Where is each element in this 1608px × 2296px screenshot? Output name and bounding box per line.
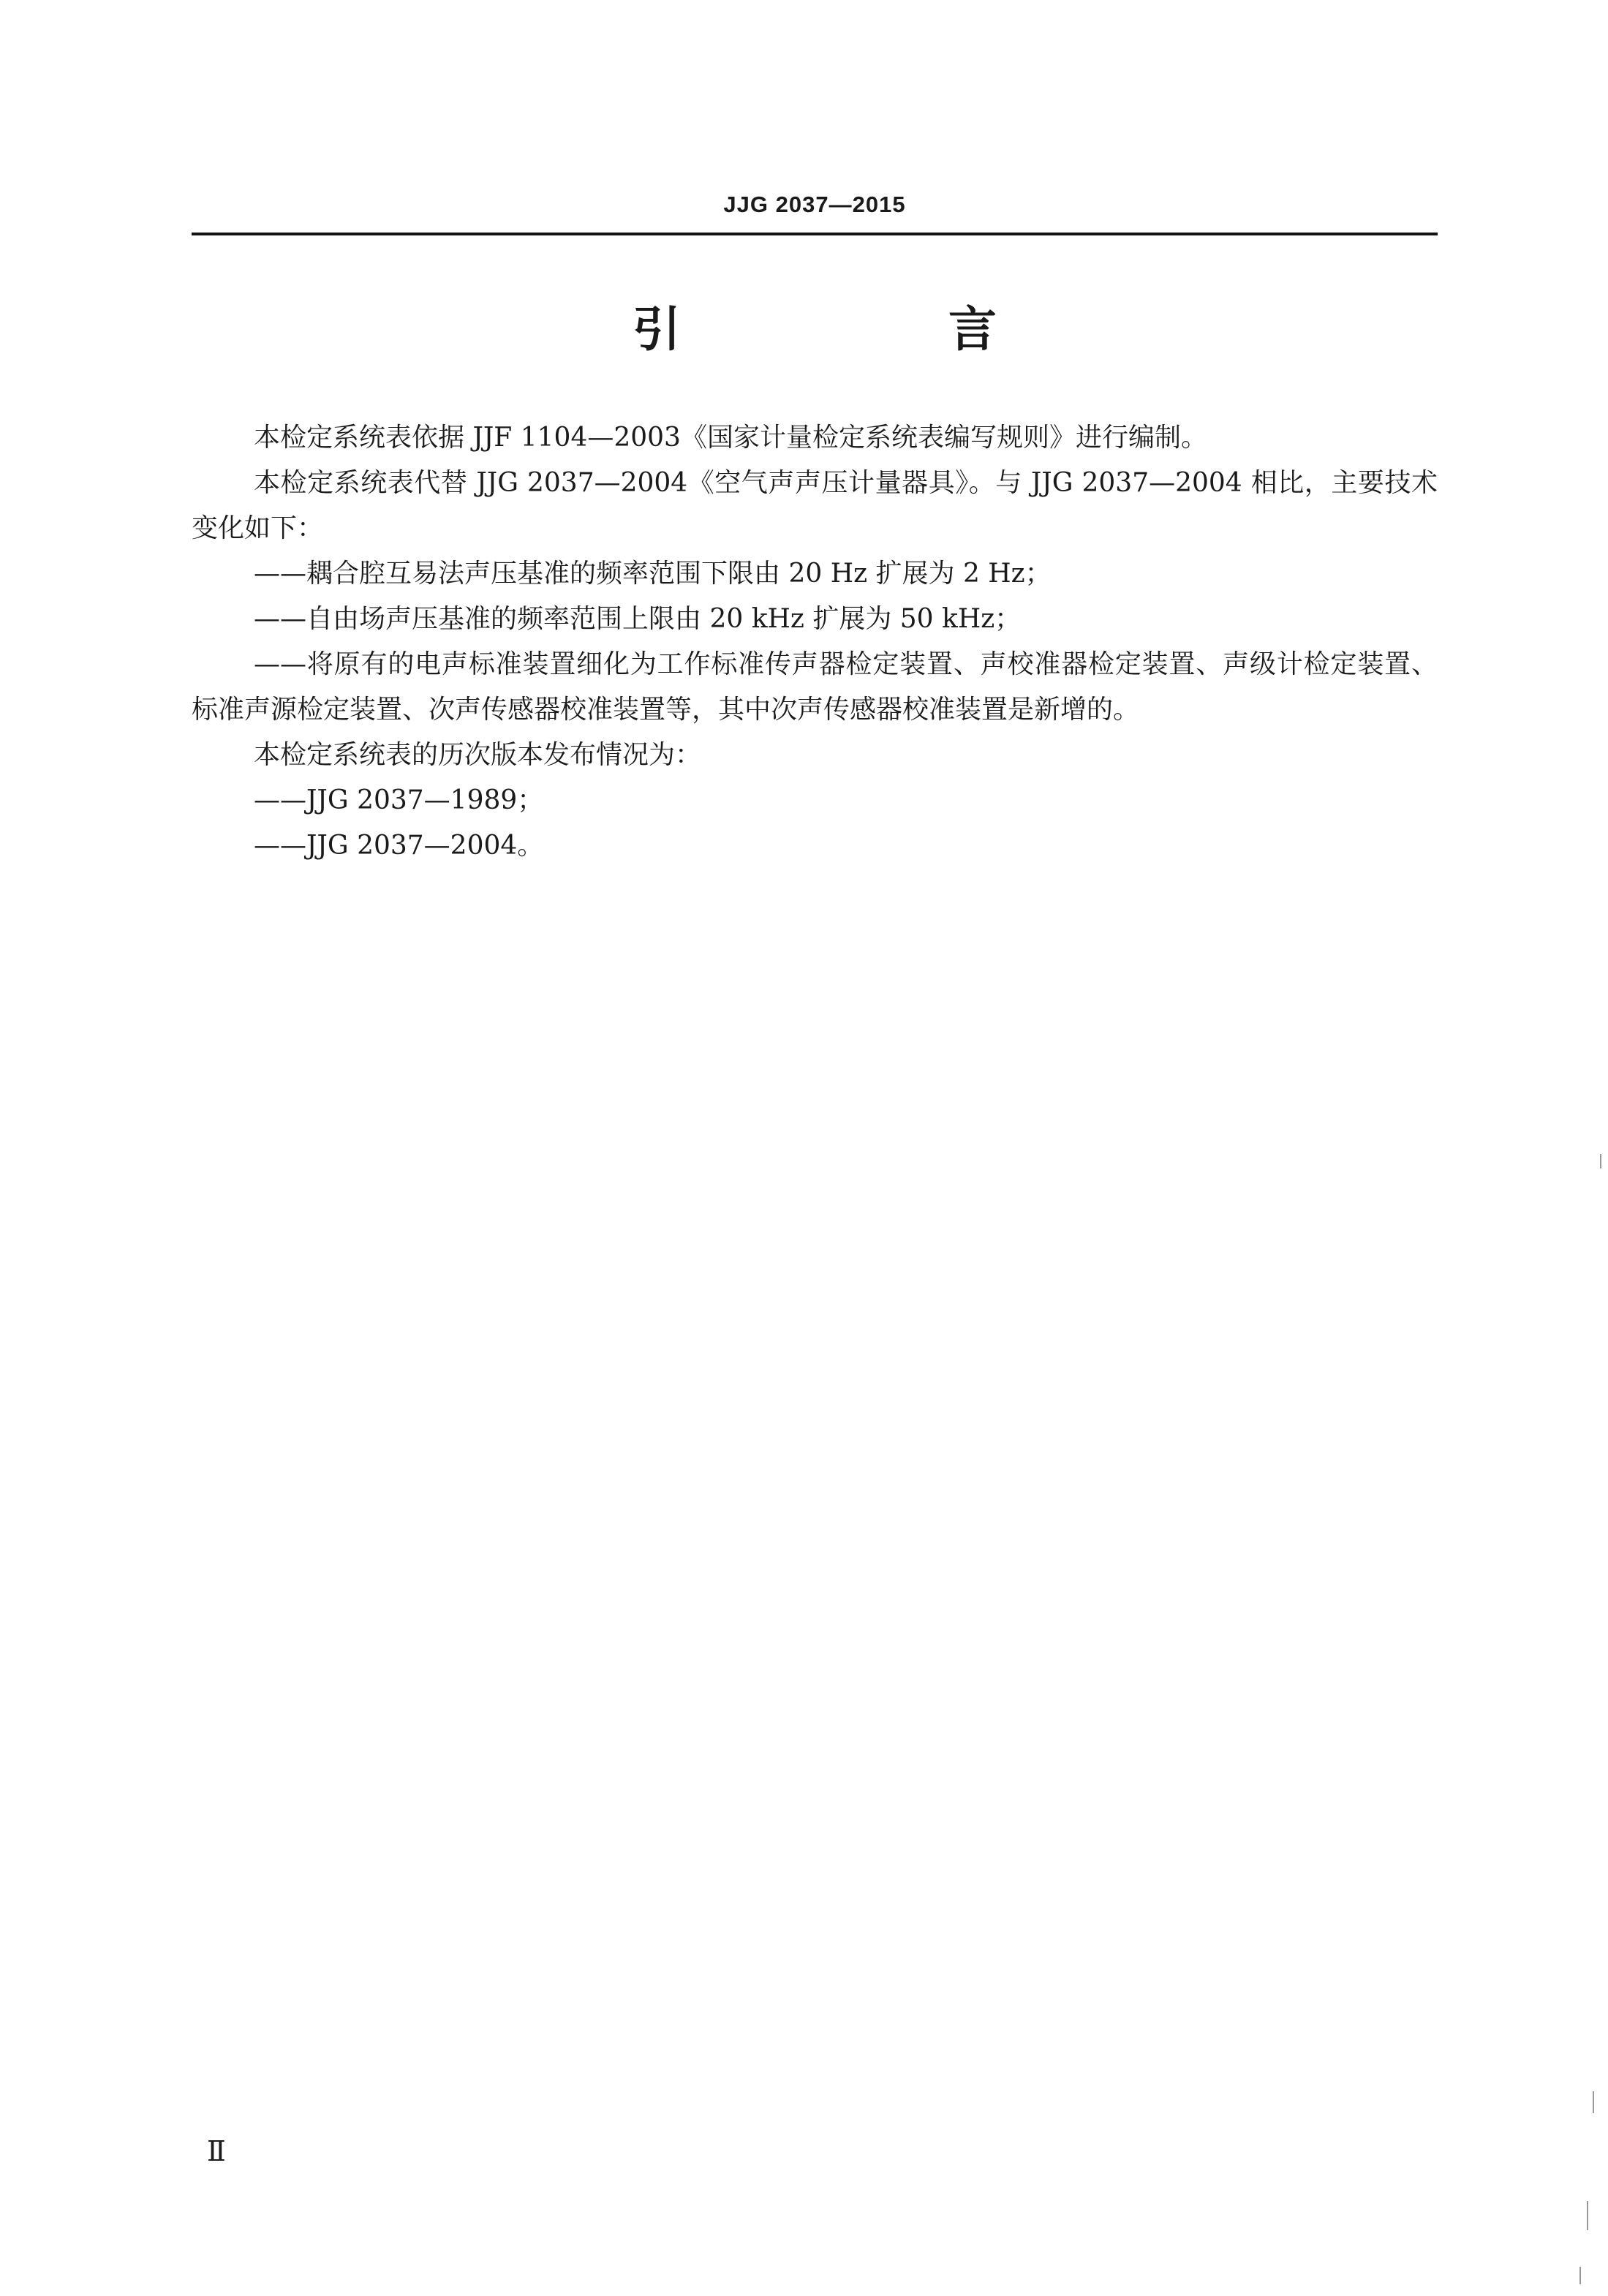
change-item-1: ——耦合腔互易法声压基准的频率范围下限由 20 Hz 扩展为 2 Hz；: [254, 559, 1052, 589]
page-number: Ⅱ: [207, 2135, 226, 2167]
paragraph-replacement: 本检定系统表代替 JJG 2037—2004《空气声声压计量器具》。与 JJG 2037—2004 相比，主要技术变化如下：: [192, 468, 1438, 543]
section-title: 引 言: [633, 301, 1106, 358]
scan-artifact-mark: [1593, 2091, 1594, 2113]
scan-artifact-mark: [1579, 2267, 1581, 2284]
history-item-1: ——JJG 2037—1989；: [254, 785, 544, 815]
change-item-3: ——将原有的电声标准装置细化为工作标准传声器检定装置、声校准器检定装置、声级计检定装置、标准声源检定装置、次声传感器校准装置等，其中次声传感器校准装置是新增的。: [192, 649, 1438, 725]
running-header-standard-code: JJG 2037—2015: [723, 192, 906, 217]
paragraph-history: 本检定系统表的历次版本发布情况为：: [254, 740, 702, 770]
history-item-2: ——JJG 2037—2004。: [254, 831, 544, 861]
header-divider: [192, 233, 1438, 235]
paragraph-basis: 本检定系统表依据 JJF 1104—2003《国家计量检定系统表编写规则》进行编制。: [254, 423, 1207, 453]
scan-artifact-mark: [1587, 2201, 1588, 2230]
body-text: [192, 415, 1438, 869]
change-item-2: ——自由场声压基准的频率范围上限由 20 kHz 扩展为 50 kHz；: [254, 604, 1022, 634]
scan-artifact-mark: [1600, 1154, 1601, 1168]
